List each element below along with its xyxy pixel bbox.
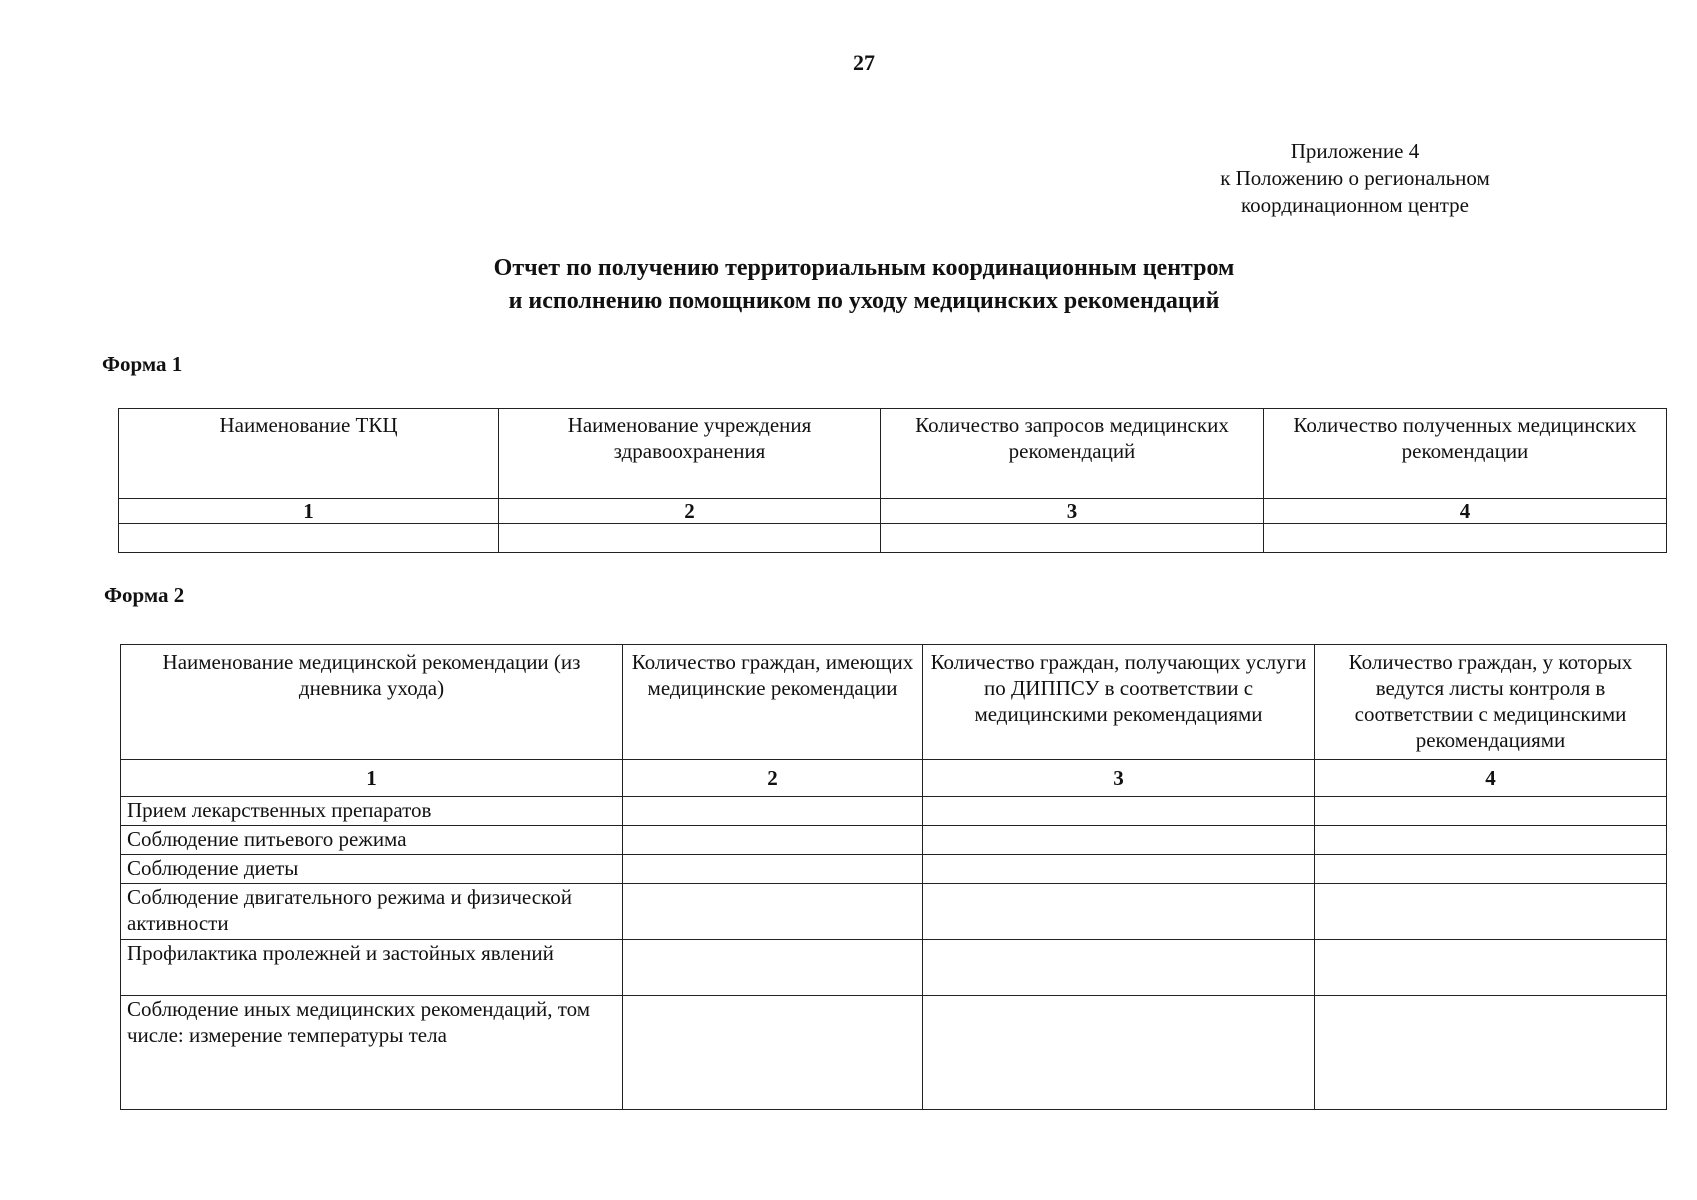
- table-row: [121, 996, 1667, 1110]
- column-number: 4: [1264, 499, 1667, 524]
- form2-table: [120, 644, 1667, 1110]
- empty-cell[interactable]: [923, 884, 1315, 940]
- table-row: [121, 940, 1667, 996]
- form1-header-cell: Наименование ТКЦ: [119, 409, 499, 499]
- empty-cell[interactable]: [923, 855, 1315, 884]
- document-title-line-1: Отчет по получению территориальным координационным центром: [493, 255, 1235, 281]
- empty-cell[interactable]: [923, 996, 1315, 1110]
- recommendation-name: Соблюдение питьевого режима: [121, 826, 623, 855]
- empty-cell[interactable]: [623, 797, 923, 826]
- column-number: 2: [499, 499, 881, 524]
- form2-header-cell: Количество граждан, имеющих медицинские рекомендации: [623, 645, 923, 760]
- form1-empty-row: [119, 524, 1667, 553]
- empty-cell[interactable]: [1315, 855, 1667, 884]
- column-number: 4: [1315, 760, 1667, 797]
- empty-cell[interactable]: [623, 884, 923, 940]
- document-title-line-2: и исполнению помощником по уходу медицинских рекомендаций: [508, 288, 1220, 314]
- form1-number-row: [119, 499, 1667, 524]
- recommendation-name: Соблюдение иных медицинских рекомендаций, том числе: измерение температуры тела: [121, 996, 623, 1110]
- form1-header-cell: Наименование учреждения здравоохранения: [499, 409, 881, 499]
- empty-cell[interactable]: [499, 524, 881, 553]
- form1-header-row: [119, 409, 1667, 499]
- column-number: 1: [121, 760, 623, 797]
- table-row: [121, 826, 1667, 855]
- empty-cell[interactable]: [119, 524, 499, 553]
- column-number: 1: [119, 499, 499, 524]
- empty-cell[interactable]: [623, 940, 923, 996]
- empty-cell[interactable]: [1315, 826, 1667, 855]
- page-number: 27: [853, 50, 875, 75]
- form1-table: [118, 408, 1667, 553]
- empty-cell[interactable]: [881, 524, 1264, 553]
- document-title: [0, 252, 1697, 318]
- form1-header-cell: Количество полученных медицинских рекомендации: [1264, 409, 1667, 499]
- empty-cell[interactable]: [623, 855, 923, 884]
- recommendation-name: Прием лекарственных препаратов: [121, 797, 623, 826]
- form2-label: Форма 2: [104, 583, 185, 607]
- empty-cell[interactable]: [923, 797, 1315, 826]
- column-number: 3: [923, 760, 1315, 797]
- empty-cell[interactable]: [1315, 797, 1667, 826]
- empty-cell[interactable]: [623, 996, 923, 1110]
- recommendation-name: Соблюдение двигательного режима и физической активности: [121, 884, 623, 940]
- recommendation-name: Соблюдение диеты: [121, 855, 623, 884]
- form2-header-cell: Наименование медицинской рекомендации (из дневника ухода): [121, 645, 623, 760]
- table-row: [121, 797, 1667, 826]
- table-row: [121, 884, 1667, 940]
- form1-header-cell: Количество запросов медицинских рекомендаций: [881, 409, 1264, 499]
- empty-cell[interactable]: [923, 940, 1315, 996]
- empty-cell[interactable]: [1315, 996, 1667, 1110]
- column-number: 2: [623, 760, 923, 797]
- form2-header-cell: Количество граждан, у которых ведутся листы контроля в соответствии с медицинскими рекомендациями: [1315, 645, 1667, 760]
- appendix-note: [1140, 138, 1570, 219]
- form2-number-row: [121, 760, 1667, 797]
- table-row: [121, 855, 1667, 884]
- empty-cell[interactable]: [923, 826, 1315, 855]
- empty-cell[interactable]: [623, 826, 923, 855]
- appendix-line-3: координационном центре: [1241, 193, 1469, 217]
- recommendation-name: Профилактика пролежней и застойных явлений: [121, 940, 623, 996]
- form2-header-cell: Количество граждан, получающих услуги по ДИППСУ в соответствии с медицинскими рекомендациями: [923, 645, 1315, 760]
- appendix-line-2: к Положению о региональном: [1220, 166, 1490, 190]
- column-number: 3: [881, 499, 1264, 524]
- form2-header-row: [121, 645, 1667, 760]
- empty-cell[interactable]: [1315, 884, 1667, 940]
- appendix-line-1: Приложение 4: [1290, 139, 1420, 163]
- empty-cell[interactable]: [1315, 940, 1667, 996]
- empty-cell[interactable]: [1264, 524, 1667, 553]
- form1-label: Форма 1: [102, 352, 183, 376]
